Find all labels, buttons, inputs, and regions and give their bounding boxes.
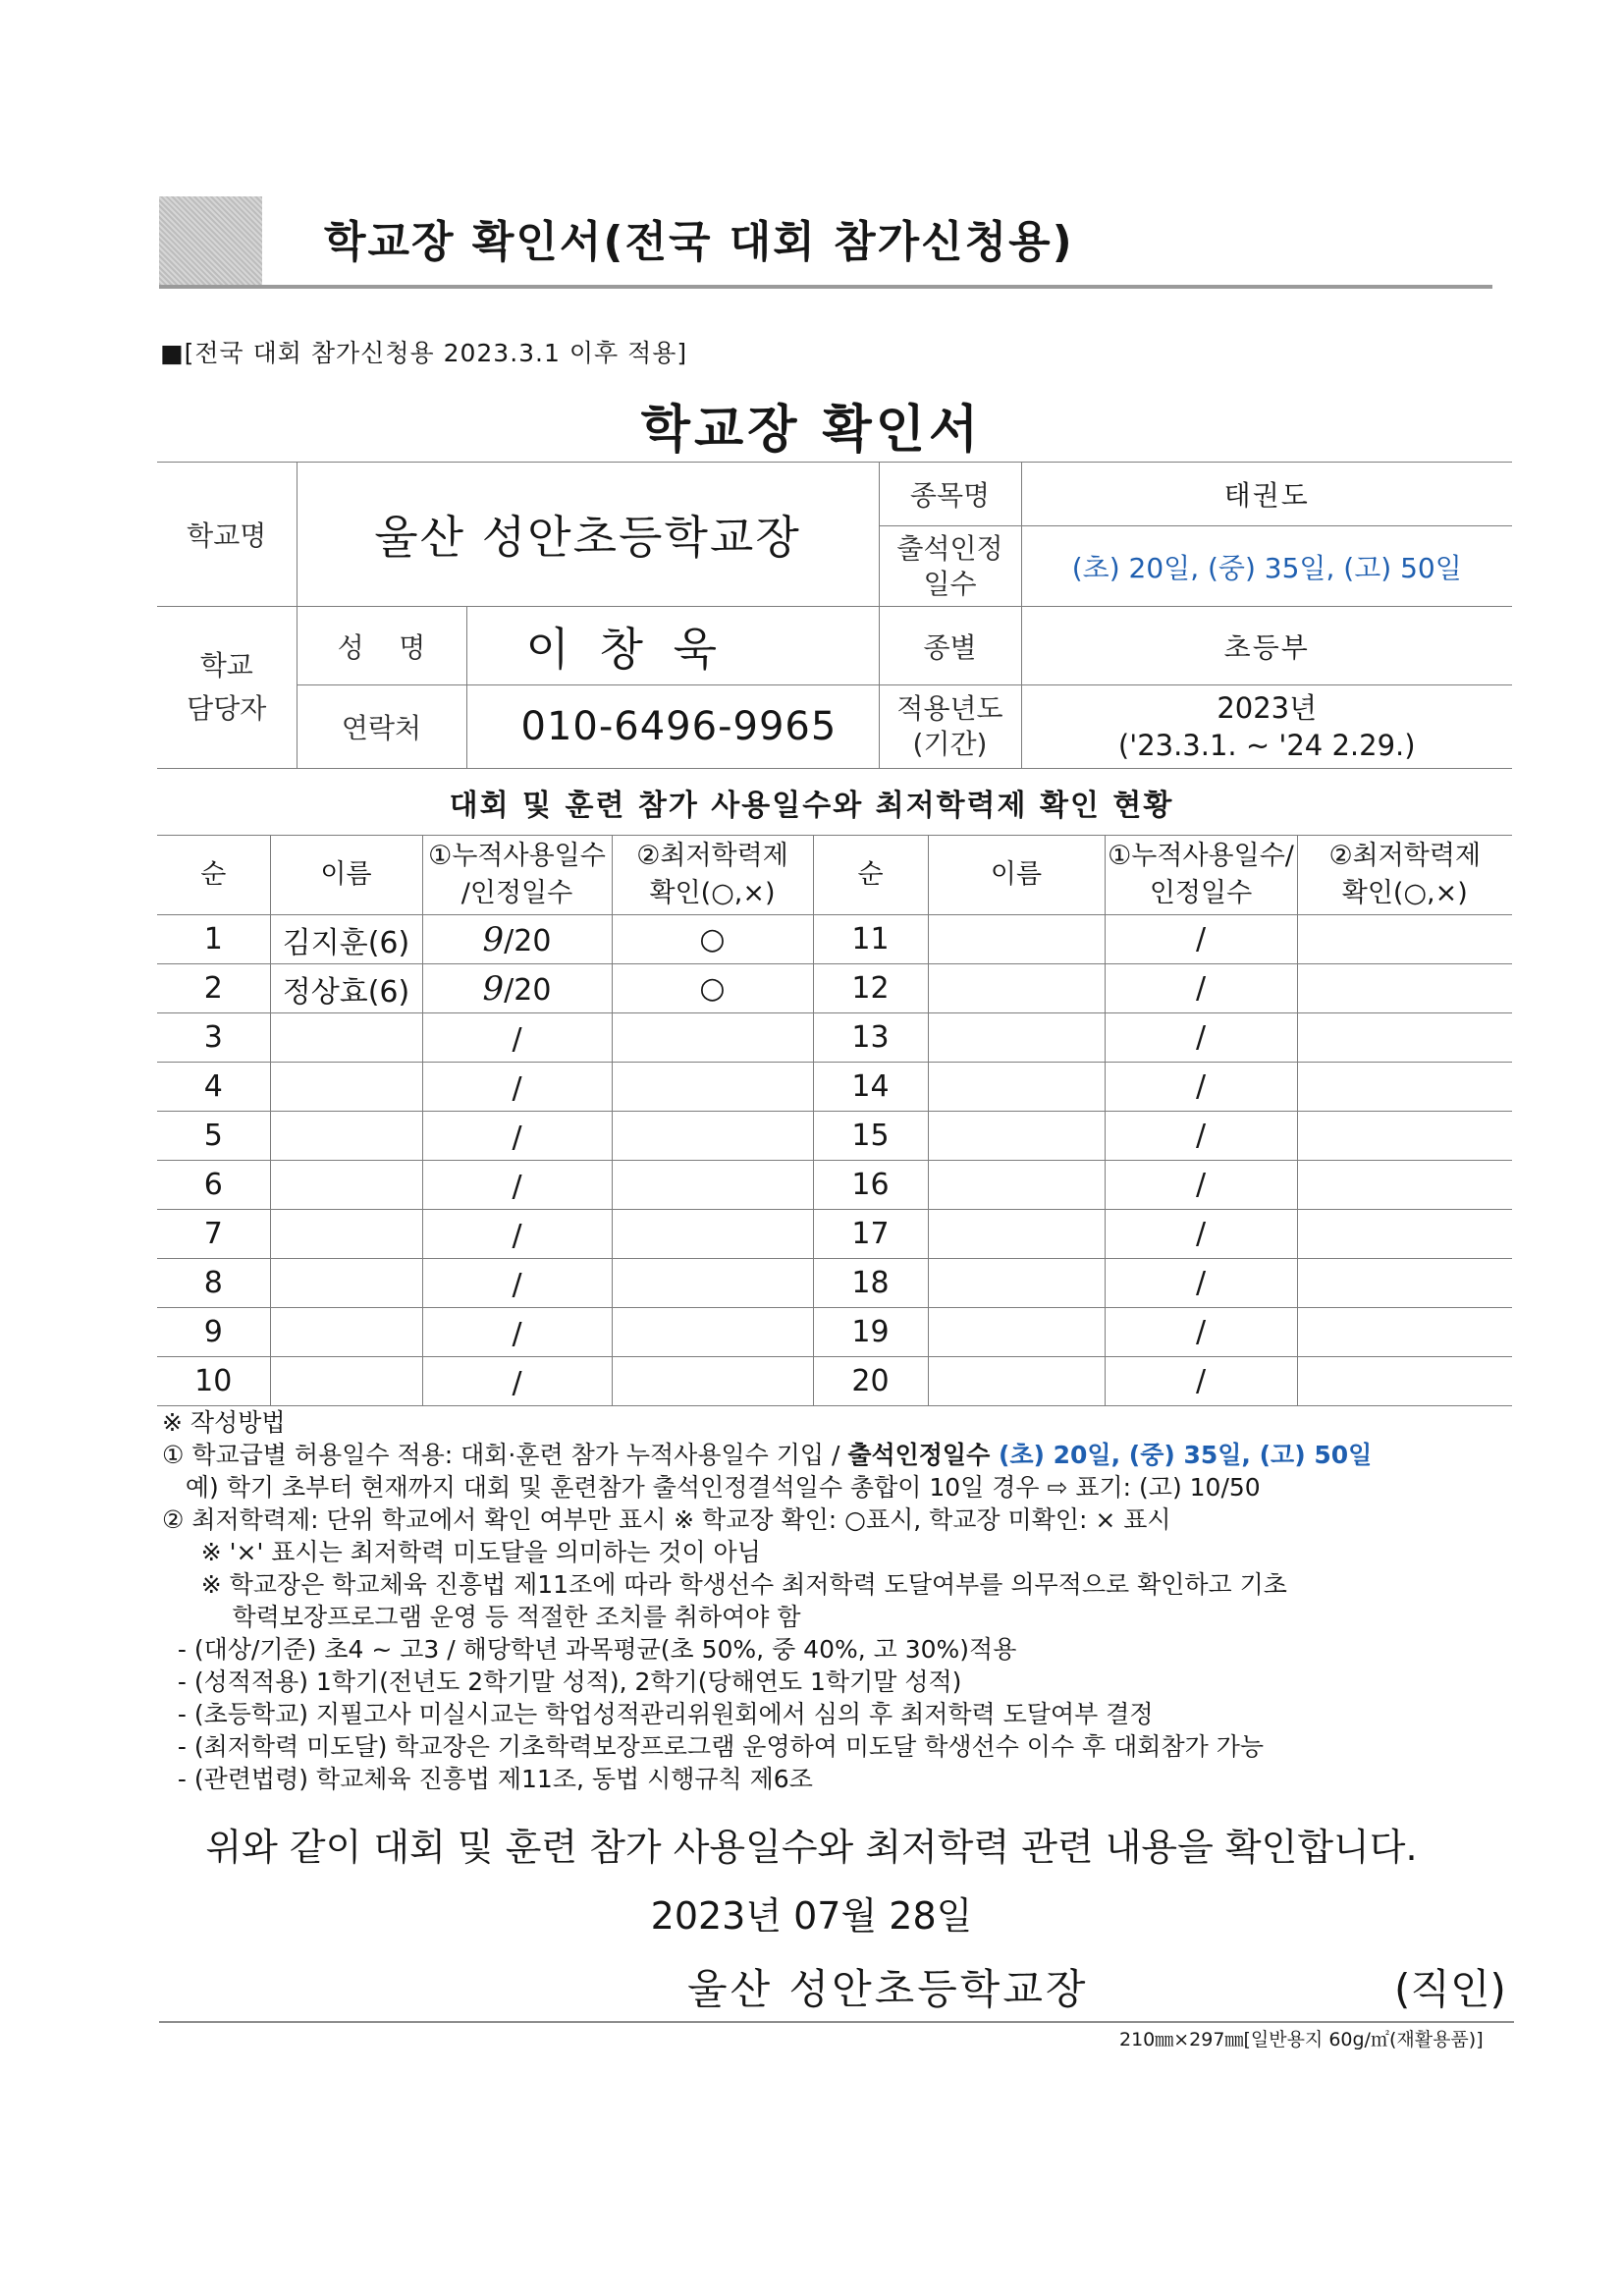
days-cell (422, 915, 612, 964)
note-1-bold: 출석인정일수 (847, 1441, 999, 1469)
row-no: 13 (813, 1013, 928, 1063)
row-no: 1 (157, 915, 270, 964)
days-cell: / (1105, 1210, 1297, 1259)
used-days: 9 (482, 919, 505, 959)
col-min-standard-2: ②최저학력제 확인(○,×) (1297, 836, 1512, 915)
contact-label: 연락처 (297, 685, 466, 769)
manager-name: 이 창 욱 (466, 607, 879, 685)
document-title: 학교장 확인서 (640, 401, 983, 460)
col-no-2: 순 (813, 836, 928, 915)
row-no: 4 (157, 1063, 270, 1112)
detail-3: - (초등학교) 지필고사 미실시교는 학업성적관리위원회에서 심의 후 최저학력 도달여부 결정 (162, 1700, 1154, 1728)
student-name (928, 1112, 1105, 1161)
student-name (270, 1308, 422, 1357)
student-name (270, 1063, 422, 1112)
min-check (1297, 1357, 1512, 1406)
allowed-days: / (512, 1120, 522, 1155)
allowed-days: / (512, 1365, 522, 1400)
row-no: 19 (813, 1308, 928, 1357)
allowed-days: / (512, 1169, 522, 1204)
min-check (1297, 1161, 1512, 1210)
note-1-example: 예) 학기 초부터 현재까지 대회 및 훈련참가 출석인정결석일수 총합이 10일 경우 ⇨ 표기: (고) 10/50 (162, 1473, 1261, 1502)
sport-name: 태권도 (1021, 463, 1512, 526)
student-name (928, 1259, 1105, 1308)
student-name (270, 1161, 422, 1210)
detail-1: - (대상/기준) 초4 ~ 고3 / 해당학년 과목평균(초 50%, 중 40%, 고 30%)적용 (162, 1635, 1017, 1664)
col-min-standard: ②최저학력제 확인(○,×) (612, 836, 813, 915)
min-check: ○ (612, 915, 813, 964)
student-name (270, 1013, 422, 1063)
min-check (1297, 1013, 1512, 1063)
min-check (1297, 915, 1512, 964)
note-2-a: ※ '×' 표시는 최저학력 미도달을 의미하는 것이 아님 (162, 1538, 761, 1566)
confirmation-statement: 위와 같이 대회 및 훈련 참가 사용일수와 최저학력 관련 내용을 확인합니다. (205, 1826, 1418, 1869)
header-title: 학교장 확인서(전국 대회 참가신청용) (324, 217, 1074, 267)
row-no: 8 (157, 1259, 270, 1308)
note-1 (162, 1439, 1517, 1471)
table-row (157, 964, 1512, 1013)
days-cell (422, 1013, 612, 1063)
allowed-days: / (512, 1070, 522, 1106)
footer-divider (159, 2021, 1514, 2023)
days-cell: / (1105, 915, 1297, 964)
days-cell: / (1105, 1308, 1297, 1357)
signer-name: 울산 성안초등학교장 (687, 1965, 1089, 2013)
days-cell (422, 1357, 612, 1406)
days-cell (422, 1210, 612, 1259)
apply-year: 2023년 (1217, 691, 1318, 725)
student-name (270, 1259, 422, 1308)
min-check (1297, 1112, 1512, 1161)
min-check (612, 1112, 813, 1161)
min-check (612, 1063, 813, 1112)
min-check (1297, 964, 1512, 1013)
student-name (928, 1357, 1105, 1406)
row-no: 18 (813, 1259, 928, 1308)
note-1-text: ① 학교급별 허용일수 적용: 대회·훈련 참가 누적사용일수 기입 / (162, 1441, 848, 1469)
school-name: 울산 성안초등학교장 (297, 463, 879, 607)
manager-label: 학교 담당자 (157, 607, 297, 769)
col-days: ①누적사용일수 /인정일수 (422, 836, 612, 915)
days-cell: / (1105, 964, 1297, 1013)
student-name (928, 1063, 1105, 1112)
student-name (270, 1112, 422, 1161)
table-row (157, 1161, 1512, 1210)
table-row (157, 1063, 1512, 1112)
instructions (162, 1406, 1517, 1795)
status-table (157, 835, 1512, 1406)
min-check (612, 1259, 813, 1308)
contact-number: 010-6496-9965 (466, 685, 879, 769)
student-name (928, 1161, 1105, 1210)
row-no: 12 (813, 964, 928, 1013)
student-name (928, 1013, 1105, 1063)
student-name (928, 915, 1105, 964)
days-cell (422, 1161, 612, 1210)
student-name (928, 1210, 1105, 1259)
allowed-days: / (512, 1316, 522, 1351)
days-cell: / (1105, 1013, 1297, 1063)
student-name (270, 1357, 422, 1406)
student-name (928, 1308, 1105, 1357)
category-label: 종별 (879, 607, 1021, 685)
detail-2: - (성적적용) 1학기(전년도 2학기말 성적), 2학기(당해연도 1학기말 성적) (162, 1667, 962, 1696)
detail-4: - (최저학력 미도달) 학교장은 기초학력보장프로그램 운영하여 미도달 학생선수 이수 후 대회참가 가능 (162, 1732, 1264, 1761)
min-check: ○ (612, 964, 813, 1013)
min-check (612, 1357, 813, 1406)
allowed-days: / (512, 1021, 522, 1057)
min-check (1297, 1063, 1512, 1112)
row-no: 10 (157, 1357, 270, 1406)
category-name: 초등부 (1021, 607, 1512, 685)
used-days: 9 (482, 968, 505, 1009)
table-row (157, 1357, 1512, 1406)
year-cell (1021, 685, 1512, 769)
row-no: 16 (813, 1161, 928, 1210)
official-seal: (직인) (1394, 1965, 1506, 2013)
school-label: 학교명 (157, 463, 297, 607)
col-name: 이름 (270, 836, 422, 915)
student-name: 김지훈(6) (270, 915, 422, 964)
col-no: 순 (157, 836, 270, 915)
days-cell (422, 1259, 612, 1308)
allowed-days: / (512, 1218, 522, 1253)
sport-label: 종목명 (879, 463, 1021, 526)
row-no: 20 (813, 1357, 928, 1406)
detail-5: - (관련법령) 학교체육 진흥법 제11조, 동법 시행규칙 제6조 (162, 1765, 813, 1793)
allowed-days: / (512, 1267, 522, 1302)
col-days-2: ①누적사용일수/ 인정일수 (1105, 836, 1297, 915)
instructions-heading: ※ 작성방법 (162, 1408, 286, 1437)
days-cell (422, 1308, 612, 1357)
days-cell (422, 964, 612, 1013)
table-row (157, 1112, 1512, 1161)
days-cell: / (1105, 1161, 1297, 1210)
attendance-days: (초) 20일, (중) 35일, (고) 50일 (1021, 526, 1512, 607)
row-no: 5 (157, 1112, 270, 1161)
school-info-table (157, 462, 1512, 769)
note-1-days: (초) 20일, (중) 35일, (고) 50일 (998, 1441, 1373, 1469)
table-row (157, 1013, 1512, 1063)
min-check (612, 1161, 813, 1210)
year-label: 적용년도 (기간) (879, 685, 1021, 769)
paper-spec: 210㎜×297㎜[일반용지 60g/㎡(재활용품)] (1119, 2029, 1484, 2050)
row-no: 3 (157, 1013, 270, 1063)
min-check (1297, 1210, 1512, 1259)
table-row (157, 1259, 1512, 1308)
min-check (612, 1013, 813, 1063)
col-name-2: 이름 (928, 836, 1105, 915)
min-check (612, 1308, 813, 1357)
issue-date: 2023년 07월 28일 (650, 1894, 973, 1938)
form-subtitle: ■[전국 대회 참가신청용 2023.3.1 이후 적용] (160, 339, 688, 367)
days-cell (422, 1063, 612, 1112)
row-no: 14 (813, 1063, 928, 1112)
days-cell: / (1105, 1112, 1297, 1161)
min-check (612, 1210, 813, 1259)
row-no: 9 (157, 1308, 270, 1357)
days-cell: / (1105, 1259, 1297, 1308)
row-no: 6 (157, 1161, 270, 1210)
days-cell (422, 1112, 612, 1161)
row-no: 15 (813, 1112, 928, 1161)
student-name (928, 964, 1105, 1013)
table-row (157, 915, 1512, 964)
allowed-days: /20 (504, 972, 552, 1008)
min-check (1297, 1308, 1512, 1357)
row-no: 2 (157, 964, 270, 1013)
note-2: ② 최저학력제: 단위 학교에서 확인 여부만 표시 ※ 학교장 확인: ○표시, 학교장 미확인: × 표시 (162, 1505, 1171, 1534)
min-check (1297, 1259, 1512, 1308)
apply-period: ('23.3.1. ~ '24 2.29.) (1117, 729, 1416, 762)
row-no: 7 (157, 1210, 270, 1259)
note-2-b: ※ 학교장은 학교체육 진흥법 제11조에 따라 학생선수 최저학력 도달여부를 의무적으로 확인하고 기초 (162, 1570, 1287, 1599)
student-name (270, 1210, 422, 1259)
student-name: 정상효(6) (270, 964, 422, 1013)
allowed-days: /20 (504, 923, 552, 958)
attendance-label: 출석인정 일수 (879, 526, 1021, 607)
header-shade-block (159, 196, 262, 285)
days-cell: / (1105, 1063, 1297, 1112)
table-row (157, 1210, 1512, 1259)
table-row (157, 1308, 1512, 1357)
header-divider (159, 285, 1492, 289)
days-cell: / (1105, 1357, 1297, 1406)
status-table-title: 대회 및 훈련 참가 사용일수와 최저학력제 확인 현황 (449, 789, 1174, 823)
row-no: 17 (813, 1210, 928, 1259)
row-no: 11 (813, 915, 928, 964)
note-2-b2: 학력보장프로그램 운영 등 적절한 조치를 취하여야 함 (162, 1603, 801, 1631)
name-label: 성 명 (297, 607, 466, 685)
